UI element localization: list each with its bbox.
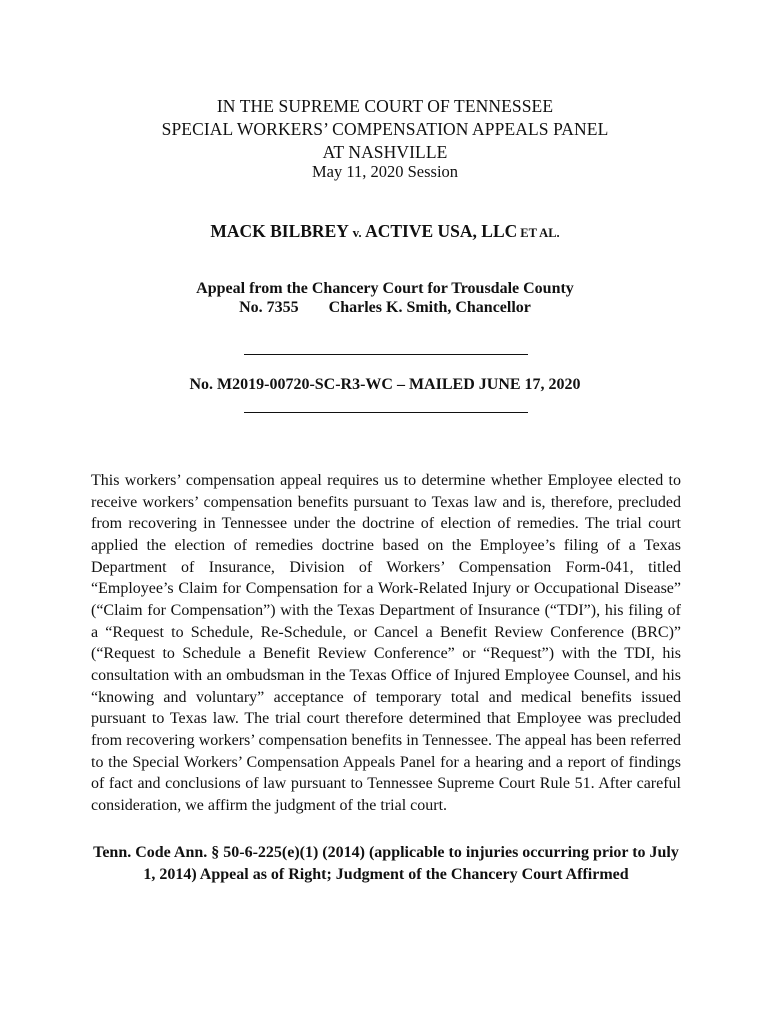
defendant-name: ACTIVE USA, LLC <box>365 221 518 241</box>
appeal-origin: Appeal from the Chancery Court for Trousdale County <box>196 280 574 297</box>
trial-court-info <box>0 299 770 317</box>
et-al-label: ET AL. <box>520 226 560 240</box>
session-date: May 11, 2020 Session <box>311 162 459 181</box>
docket-number: No. M2019-00720-SC-R3-WC – MAILED JUNE 17, 2020 <box>189 376 581 393</box>
case-title <box>0 221 770 242</box>
trial-judge: Charles K. Smith, Chancellor <box>328 299 531 316</box>
court-name-line2: SPECIAL WORKERS’ COMPENSATION APPEALS PANEL <box>161 119 609 139</box>
divider-top <box>244 354 528 355</box>
court-location: AT NASHVILLE <box>322 142 448 162</box>
versus-label: v. <box>352 225 362 240</box>
case-abstract: This workers’ compensation appeal requires us to determine whether Employee elected to receive workers’ compensation benefits pursuant to Texas law and is, therefore, precluded from recovering in Tennessee under the doctrine of election of remedies. The trial court applied the election of remedies doctrine based on the Employee’s filing of a Texas Department of Insurance, Division of Workers’ Compensation Form-041, titled “Employee’s Claim for Compensation for a Work-Related Injury or Occupational Disease” (“Claim for Compensation”) with the Texas Department of Insurance (“TDI”), his filing of a “Request to Schedule, Re-Schedule, or Cancel a Benefit Review Conference (BRC)” (“Request to Schedule a Benefit Review Conference” or “Request”) with the TDI, his consultation with an ombudsman in the Texas Office of Injured Employee Counsel, and his “knowing and voluntary” acceptance of temporary total and medical benefits issued pursuant to Texas law. The trial court therefore determined that Employee was precluded from recovering workers’ compensation benefits in Tennessee. The appeal has been referred to the Special Workers’ Compensation Appeals Panel for a hearing and a report of findings of fact and conclusions of law pursuant to Tennessee Supreme Court Rule 51. After careful consideration, we affirm the judgment of the trial court. <box>91 472 681 814</box>
trial-case-number: No. 7355 <box>239 299 299 316</box>
holding-statement: Tenn. Code Ann. § 50-6-225(e)(1) (2014) (applicable to injuries occurring prior to July 1, 2014) Appeal as of Right; Judgment of the Chancery Court Affirmed <box>93 844 679 883</box>
court-name-line1: IN THE SUPREME COURT OF TENNESSEE <box>216 96 554 116</box>
divider-bottom <box>244 412 528 413</box>
plaintiff-name: MACK BILBREY <box>210 221 349 241</box>
